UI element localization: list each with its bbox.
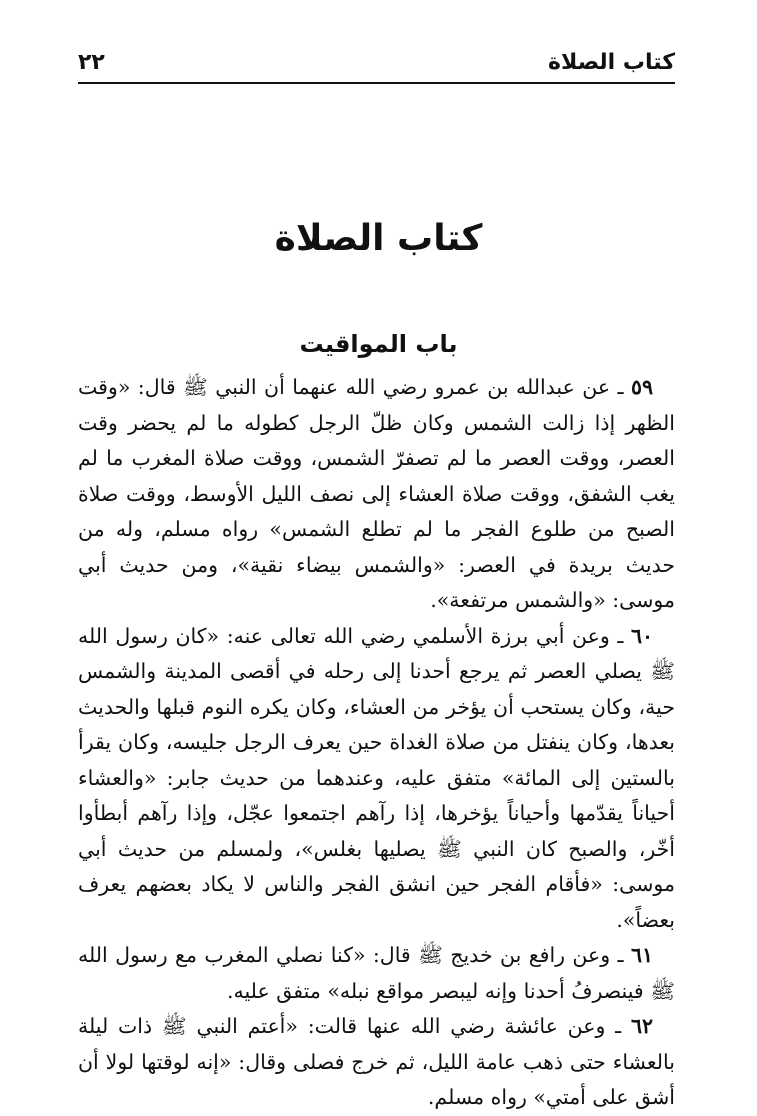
hadith-text: ـ وعن أبي برزة الأسلمي رضي الله تعالى عنه: «كان رسول الله ﷺ يصلي العصر ثم يرجع أحدنا إلى رحله في أقصى المدينة والشمس حية، وكان يستحب أن يؤخر من العشاء، وكان يكره النوم قبلها والحديث بعدها، وكان ينفتل من صلاة الغداة حين يعرف الرجل جليسه، وكان يقرأ بالستين إلى المائة» متفق عليه، وعندهما من حديث جابر: «والعشاء أحياناً يقدّمها وأحياناً يؤخرها، إذا رآهم اجتمعوا عجّل، وإذا رآهم أبطأوا أخّر، والصبح كان النبي ﷺ يصليها بغلس»، ولمسلم من حديث أبي موسى: «فأقام الفجر حين انشق الفجر والناس لا يكاد بعضهم يعرف بعضاً».: [78, 623, 675, 932]
hadith-body: [78, 370, 675, 1116]
running-header-title: كتاب الصلاة: [548, 49, 675, 75]
book-title: كتاب الصلاة: [274, 218, 483, 259]
running-header: [78, 42, 675, 84]
hadith-number: ٥٩: [630, 375, 653, 399]
chapter-title: باب المواقيت: [299, 330, 458, 358]
hadith-text: ـ وعن رافع بن خديج ﷺ قال: «كنا نصلي المغرب مع رسول الله ﷺ فينصرفُ أحدنا وإنه ليبصر مواقع نبله» متفق عليه.: [78, 943, 675, 1003]
hadith-number: ٦٠: [630, 623, 653, 648]
hadith-number: ٦٢: [630, 1014, 653, 1038]
hadith-61: [78, 938, 675, 1009]
hadith-60: [78, 619, 675, 939]
hadith-text: ـ عن عبدالله بن عمرو رضي الله عنهما أن النبي ﷺ قال: «وقت الظهر إذا زالت الشمس وكان ظلّ الرجل كطوله ما لم يحضر وقت العصر، ووقت العصر ما لم تصفرّ الشمس، ووقت صلاة المغرب ما لم يغب الشفق، ووقت صلاة العشاء إلى نصف الليل الأوسط، ووقت صلاة الصبح من طلوع الفجر ما لم تطلع الشمس» رواه مسلم، وله من حديث بريدة في العصر: «والشمس بيضاء نقية»، ومن حديث أبي موسى: «والشمس مرتفعة».: [78, 375, 675, 612]
page-number: ٢٢: [78, 49, 105, 75]
hadith-62: [78, 1009, 675, 1116]
hadith-text: ـ وعن عائشة رضي الله عنها قالت: «أعتم النبي ﷺ ذات ليلة بالعشاء حتى ذهب عامة الليل، ثم خرج فصلى وقال: «إنه لوقتها لولا أن أشق على أمتي» رواه مسلم.: [78, 1014, 675, 1109]
hadith-number: ٦١: [630, 943, 653, 967]
hadith-59: [78, 370, 675, 619]
